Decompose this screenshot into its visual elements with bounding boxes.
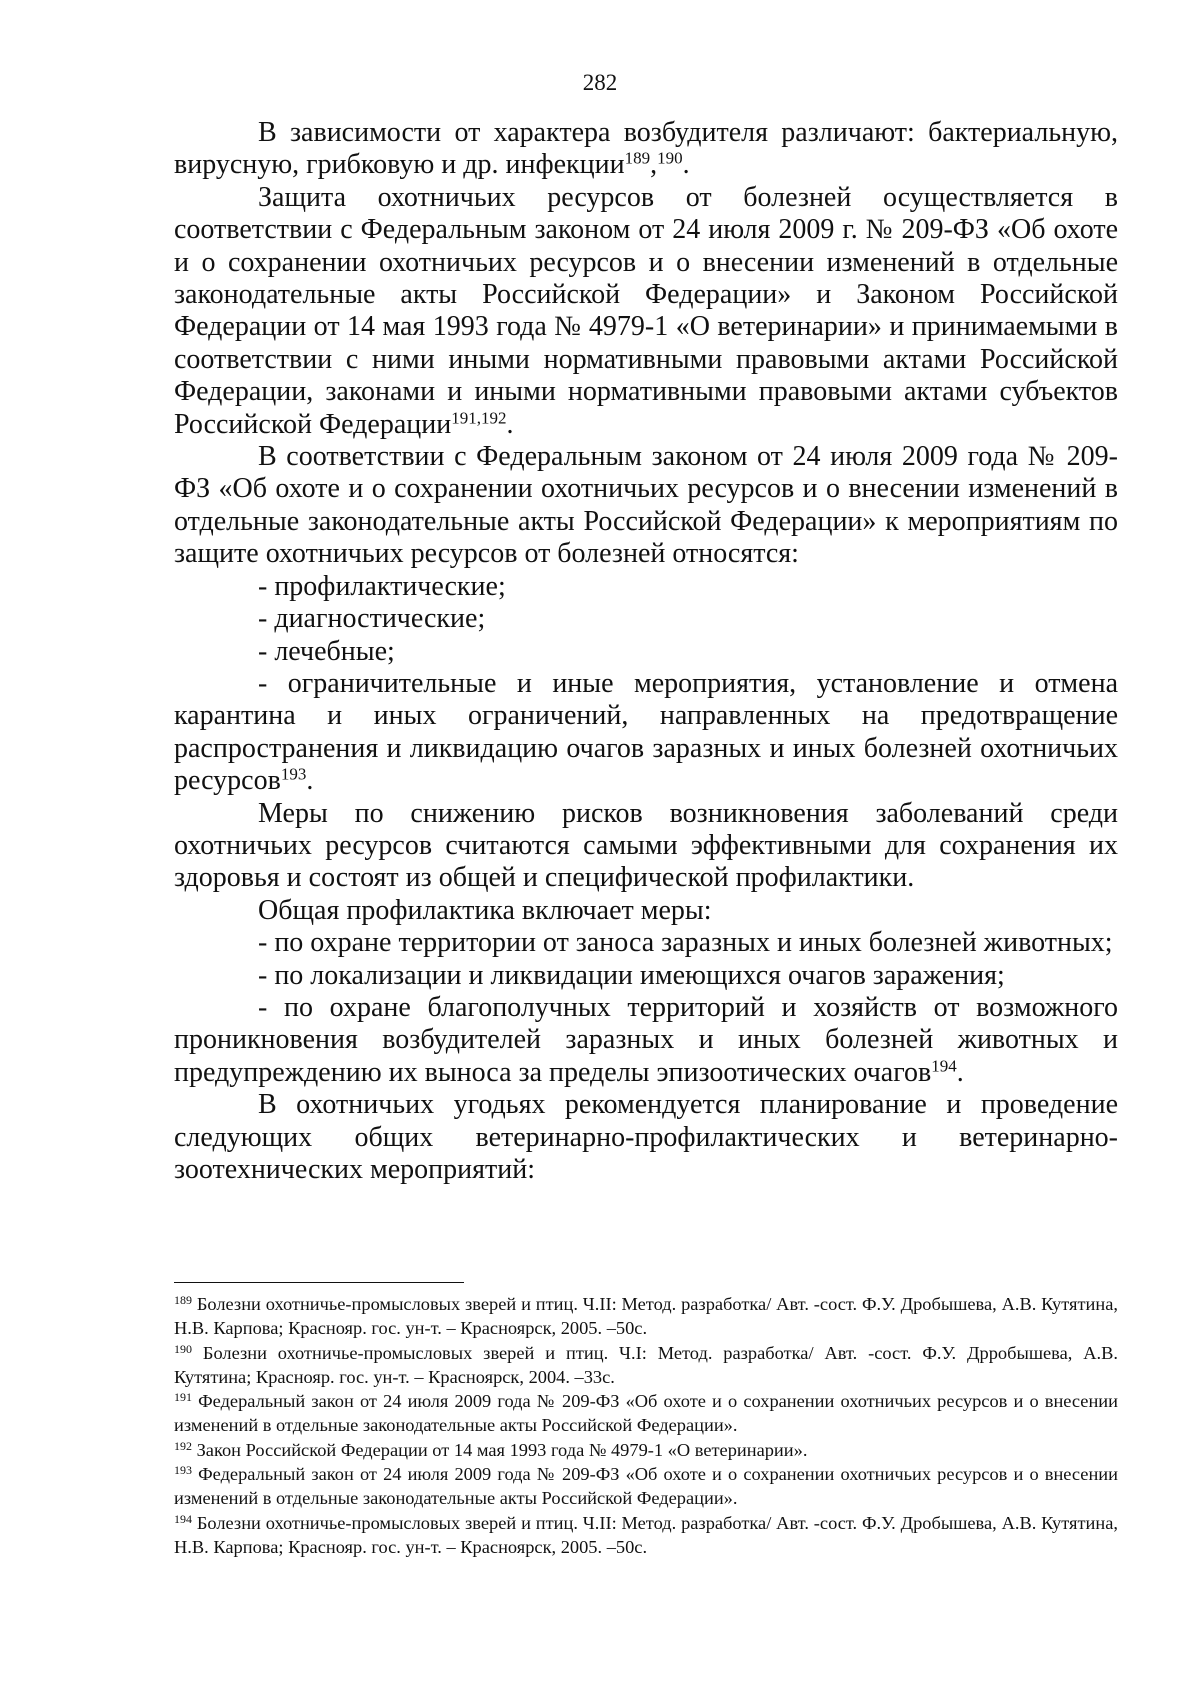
- footnote-separator: [174, 1282, 464, 1283]
- footnote-ref: 189: [624, 149, 651, 169]
- list-item: - диагностические;: [258, 603, 486, 635]
- footnote-number: 190: [174, 1341, 192, 1356]
- footnote: $^{193}$ Федеральный закон от 24 июля 2009 года № 209-ФЗ «Об охоте и о сохранении охотничьих ресурсов и о внесении изменений в отдельные законодательные акты Российской Федерации».: [174, 1463, 1118, 1509]
- footnote: $^{190}$ Болезни охотничье-промысловых зверей и птиц. Ч.I: Метод. разработка/ Авт. -сост. Ф.У. Дрробышева, А.В. Кутятина; Краснояр. гос. ун-т. – Красноярск, 2004. –33с.: [174, 1341, 1118, 1387]
- footnote-number: 194: [174, 1511, 192, 1526]
- footnote: $^{191}$ Федеральный закон от 24 июля 2009 года № 209-ФЗ «Об охоте и о сохранении охотничьих ресурсов и о внесении изменений в отдельные законодательные акты Российской Федерации».: [174, 1390, 1118, 1436]
- main-text: [174, 117, 1118, 1186]
- page-number: 282: [582, 70, 618, 95]
- paragraph: В охотничьих угодьях рекомендуется планирование и проведение следующих общих ветеринарно-профилактических и ветеринарно-зоотехнических мероприятий:: [174, 1089, 1118, 1185]
- footnote: $^{192}$ Закон Российской Федерации от 14 мая 1993 года № 4979-1 «О ветеринарии».: [174, 1438, 808, 1460]
- footnote: $^{189}$ Болезни охотничье-промысловых зверей и птиц. Ч.II: Метод. разработка/ Авт. -сост. Ф.У. Дробышева, А.В. Кутятина, Н.В. Карпова; Краснояр. гос. ун-т. – Красноярск, 2005. –50с.: [174, 1293, 1118, 1339]
- footnote: $^{194}$ Болезни охотничье-промысловых зверей и птиц. Ч.II: Метод. разработка/ Авт. -сост. Ф.У. Дробышева, А.В. Кутятина, Н.В. Карпова; Краснояр. гос. ун-т. – Красноярск, 2005. –50с.: [174, 1511, 1118, 1557]
- paragraph: Защита охотничьих ресурсов от болезней осуществляется в соответствии с Федеральным законом от 24 июля 2009 г. № 209-ФЗ «Об охоте и о сохранении охотничьих ресурсов и о внесении изменений в отдельные законодательные акты Российской Федерации» и Законом Российской Федерации от 14 мая 1993 года № 4979-1 «О ветеринарии» и принимаемыми в соответствии с ними иными нормативными правовыми актами Российской Федерации, законами и иными нормативными правовыми актами субъектов Российской Федерации$^{191,192}$.: [174, 181, 1118, 440]
- list-item: - профилактические;: [258, 570, 506, 602]
- footnote-ref: 190: [657, 149, 683, 169]
- footnotes: [174, 1292, 1118, 1559]
- list-item: - лечебные;: [258, 635, 395, 667]
- list-item: - по охране благополучных территорий и хозяйств от возможного проникновения возбудителей заразных и иных болезней животных и предупреждению их выноса за пределы эпизоотических очагов$^{194}$.: [174, 991, 1118, 1088]
- footnote-number: 192: [174, 1438, 192, 1453]
- footnote-ref: 194: [931, 1056, 957, 1076]
- footnote-number: 193: [174, 1463, 192, 1478]
- footnote-ref: 193: [280, 764, 307, 784]
- paragraph: В зависимости от характера возбудителя различают: бактериальную, вирусную, грибковую и др. инфекции$^{189}$,$^{190}$.: [174, 117, 1118, 181]
- footnote-number: 189: [174, 1293, 192, 1307]
- list-item: - ограничительные и иные мероприятия, установление и отмена карантина и иных ограничений, направленных на предотвращение распространения и ликвидацию очагов заразных и иных болезней охотничьих ресурсов$^{193}$.: [174, 667, 1118, 797]
- list-item: - по охране территории от заноса заразных и иных болезней животных;: [258, 927, 1113, 959]
- footnote-ref: 191,192: [451, 408, 507, 428]
- paragraph: Общая профилактика включает меры:: [258, 894, 712, 926]
- paragraph: Меры по снижению рисков возникновения заболеваний среди охотничьих ресурсов считаются самыми эффективными для сохранения их здоровья и состоят из общей и специфической профилактики.: [174, 797, 1118, 894]
- paragraph: В соответствии с Федеральным законом от 24 июля 2009 года № 209-ФЗ «Об охоте и о сохранении охотничьих ресурсов и о внесении изменений в отдельные законодательные акты Российской Федерации» к мероприятиям по защите охотничьих ресурсов от болезней относятся:: [174, 441, 1118, 570]
- footnote-number: 191: [174, 1390, 192, 1405]
- list-item: - по локализации и ликвидации имеющихся очагов заражения;: [258, 959, 1005, 991]
